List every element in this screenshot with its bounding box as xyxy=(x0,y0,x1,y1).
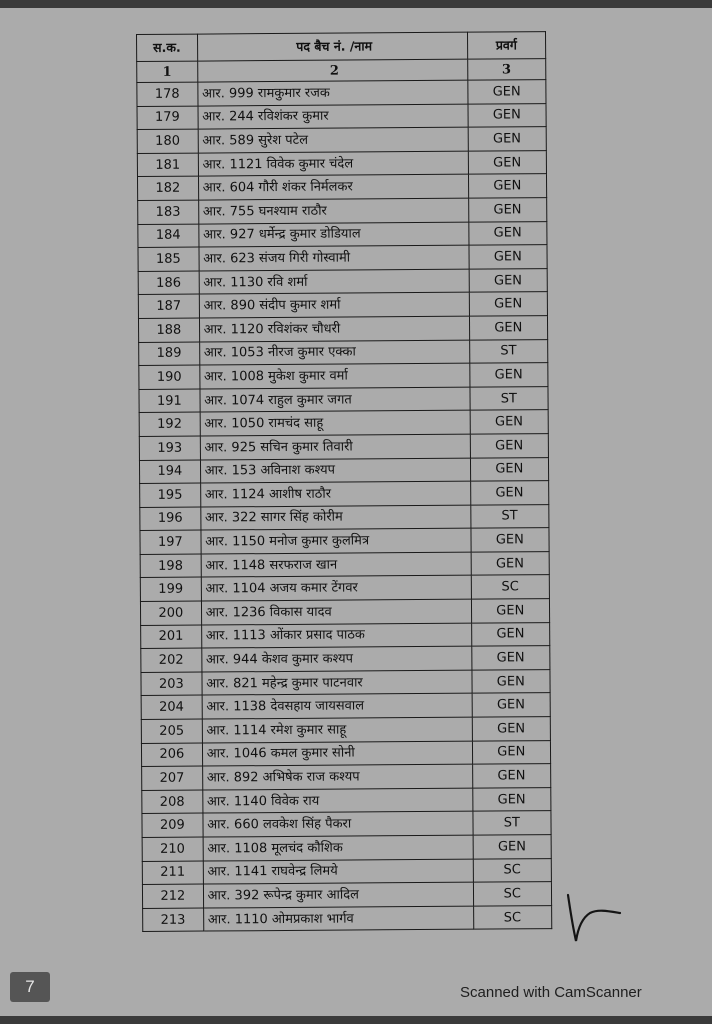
category-cell: GEN xyxy=(472,787,551,811)
serial-number-cell: 213 xyxy=(143,908,204,932)
serial-number-cell: 206 xyxy=(141,743,202,767)
column-number-1: 1 xyxy=(137,61,198,82)
batch-name-cell: आर. 999 रामकुमार रजक xyxy=(197,80,467,105)
serial-number-cell: 212 xyxy=(142,884,203,908)
category-cell: GEN xyxy=(471,622,550,646)
batch-name-cell: आर. 1138 देवसहाय जायसवाल xyxy=(202,694,472,719)
table-row xyxy=(142,835,551,861)
batch-name-cell: आर. 153 अविनाश कश्यप xyxy=(200,458,470,483)
table-row xyxy=(137,103,546,129)
batch-name-cell: आर. 1141 राघवेन्द्र लिमये xyxy=(203,859,473,884)
category-cell: GEN xyxy=(472,693,551,717)
batch-name-cell: आर. 1236 विकास यादव xyxy=(201,599,471,624)
batch-name-cell: आर. 1130 रवि शर्मा xyxy=(199,269,469,294)
batch-name-cell: आर. 1148 सरफराज खान xyxy=(201,552,471,577)
category-cell: GEN xyxy=(468,198,547,222)
category-cell: GEN xyxy=(467,80,546,104)
category-cell: ST xyxy=(472,811,551,835)
category-cell: GEN xyxy=(470,434,549,458)
table-body xyxy=(137,80,552,932)
serial-number-cell: 210 xyxy=(142,837,203,861)
table-row xyxy=(143,905,552,931)
batch-name-cell: आर. 1121 विवेक कुमार चंदेल xyxy=(198,151,468,176)
batch-name-cell: आर. 392 रूपेन्द्र कुमार आदिल xyxy=(203,882,473,907)
table-row xyxy=(142,787,551,813)
table-row xyxy=(137,150,546,176)
batch-name-cell: आर. 322 सागर सिंह कोरीम xyxy=(200,505,470,530)
batch-name-cell: आर. 1104 अजय कमार टेंगवर xyxy=(201,576,471,601)
serial-number-cell: 195 xyxy=(140,483,201,507)
batch-name-cell: आर. 1140 विवेक राय xyxy=(202,788,472,813)
column-number-2: 2 xyxy=(197,59,467,82)
serial-number-cell: 188 xyxy=(138,318,199,342)
batch-name-cell: आर. 660 लवकेश सिंह पैकरा xyxy=(203,812,473,837)
roster-table xyxy=(136,31,552,932)
serial-number-cell: 182 xyxy=(137,176,198,200)
serial-number-cell: 190 xyxy=(139,365,200,389)
category-cell: GEN xyxy=(470,410,549,434)
table-row xyxy=(141,693,550,719)
table-row xyxy=(138,268,547,294)
batch-name-cell: आर. 1074 राहुल कुमार जगत xyxy=(200,387,470,412)
serial-number-cell: 197 xyxy=(140,530,201,554)
category-cell: SC xyxy=(471,575,550,599)
table-row xyxy=(142,764,551,790)
serial-number-cell: 201 xyxy=(141,625,202,649)
table-row xyxy=(138,292,547,318)
serial-number-cell: 186 xyxy=(138,271,199,295)
table-row xyxy=(139,386,548,412)
table-header-row xyxy=(137,32,546,62)
serial-number-cell: 179 xyxy=(137,106,198,130)
table-row xyxy=(142,882,551,908)
serial-number-cell: 187 xyxy=(138,294,199,318)
serial-number-cell: 191 xyxy=(139,389,200,413)
table-row xyxy=(141,622,550,648)
category-cell: GEN xyxy=(471,669,550,693)
table-row xyxy=(138,198,547,224)
table-row xyxy=(141,717,550,743)
table-row xyxy=(139,434,548,460)
serial-number-cell: 192 xyxy=(139,412,200,436)
handwritten-signature xyxy=(560,883,630,953)
table-row xyxy=(137,80,546,106)
table-row xyxy=(140,552,549,578)
batch-name-cell: आर. 1008 मुकेश कुमार वर्मा xyxy=(199,363,469,388)
serial-number-cell: 209 xyxy=(142,813,203,837)
category-cell: GEN xyxy=(469,316,548,340)
serial-number-cell: 208 xyxy=(142,790,203,814)
serial-number-cell: 194 xyxy=(139,460,200,484)
category-cell: SC xyxy=(473,858,552,882)
category-cell: GEN xyxy=(472,764,551,788)
category-cell: GEN xyxy=(470,481,549,505)
table-row xyxy=(137,174,546,200)
batch-name-cell: आर. 927 धर्मेन्द्र कुमार डोडियाल xyxy=(198,222,468,247)
table-row xyxy=(140,528,549,554)
serial-number-cell: 199 xyxy=(140,578,201,602)
batch-name-cell: आर. 604 गौरी शंकर निर्मलकर xyxy=(198,175,468,200)
header-batch-name: पद बैच नं. /नाम xyxy=(197,32,467,61)
bottom-edge-bar xyxy=(0,1016,712,1024)
batch-name-cell: आर. 821 महेन्द्र कुमार पाटनवार xyxy=(202,670,472,695)
batch-name-cell: आर. 1050 रामचंद साहू xyxy=(200,410,470,435)
table-row xyxy=(138,245,547,271)
table-row xyxy=(138,221,547,247)
batch-name-cell: आर. 1124 आशीष राठौर xyxy=(200,481,470,506)
top-edge-bar xyxy=(0,0,712,8)
table-row xyxy=(137,127,546,153)
serial-number-cell: 205 xyxy=(141,719,202,743)
category-cell: SC xyxy=(473,882,552,906)
batch-name-cell: आर. 1108 मूलचंद कौशिक xyxy=(203,835,473,860)
scanned-page xyxy=(0,8,712,1016)
category-cell: GEN xyxy=(469,268,548,292)
category-cell: GEN xyxy=(469,245,548,269)
category-cell: GEN xyxy=(470,528,549,552)
header-category: प्रवर्ग xyxy=(467,32,546,60)
batch-name-cell: आर. 755 घनश्याम राठौर xyxy=(198,198,468,223)
batch-name-cell: आर. 892 अभिषेक राज कश्यप xyxy=(202,764,472,789)
batch-name-cell: आर. 1114 रमेश कुमार साहू xyxy=(202,717,472,742)
category-cell: GEN xyxy=(470,457,549,481)
table-row xyxy=(139,363,548,389)
serial-number-cell: 211 xyxy=(142,861,203,885)
serial-number-cell: 181 xyxy=(137,153,198,177)
serial-number-cell: 203 xyxy=(141,672,202,696)
category-cell: GEN xyxy=(472,717,551,741)
batch-name-cell: आर. 1110 ओमप्रकाश भार्गव xyxy=(203,906,473,931)
batch-name-cell: आर. 1046 कमल कुमार सोनी xyxy=(202,741,472,766)
batch-name-cell: आर. 925 सचिन कुमार तिवारी xyxy=(200,434,470,459)
category-cell: GEN xyxy=(471,552,550,576)
batch-name-cell: आर. 890 संदीप कुमार शर्मा xyxy=(199,293,469,318)
batch-name-cell: आर. 1120 रविशंकर चौधरी xyxy=(199,316,469,341)
category-cell: GEN xyxy=(472,740,551,764)
category-cell: GEN xyxy=(469,292,548,316)
serial-number-cell: 178 xyxy=(137,82,198,106)
serial-number-cell: 204 xyxy=(141,695,202,719)
table-row xyxy=(139,457,548,483)
page-number-badge: 7 xyxy=(10,972,50,1002)
category-cell: GEN xyxy=(471,599,550,623)
batch-name-cell: आर. 1150 मनोज कुमार कुलमित्र xyxy=(201,528,471,553)
column-number-row xyxy=(137,59,546,83)
column-number-3: 3 xyxy=(467,59,546,81)
serial-number-cell: 202 xyxy=(141,648,202,672)
table-row xyxy=(141,740,550,766)
category-cell: GEN xyxy=(468,221,547,245)
table-row xyxy=(140,481,549,507)
table-row xyxy=(142,811,551,837)
table-row xyxy=(139,410,548,436)
table-row xyxy=(138,316,547,342)
category-cell: GEN xyxy=(473,835,552,859)
batch-name-cell: आर. 1113 ओंकार प्रसाद पाठक xyxy=(201,623,471,648)
serial-number-cell: 200 xyxy=(140,601,201,625)
category-cell: ST xyxy=(470,504,549,528)
category-cell: GEN xyxy=(468,174,547,198)
serial-number-cell: 189 xyxy=(139,342,200,366)
table-row xyxy=(142,858,551,884)
serial-number-cell: 193 xyxy=(139,436,200,460)
camscanner-watermark: Scanned with CamScanner xyxy=(460,984,642,1001)
batch-name-cell: आर. 244 रविशंकर कुमार xyxy=(198,104,468,129)
category-cell: ST xyxy=(470,386,549,410)
serial-number-cell: 196 xyxy=(140,507,201,531)
batch-name-cell: आर. 944 केशव कुमार कश्यप xyxy=(201,646,471,671)
category-cell: GEN xyxy=(468,127,547,151)
table-row xyxy=(140,599,549,625)
table-row xyxy=(140,504,549,530)
table-row xyxy=(140,575,549,601)
category-cell: GEN xyxy=(471,646,550,670)
serial-number-cell: 207 xyxy=(142,766,203,790)
batch-name-cell: आर. 1053 नीरज कुमार एक्का xyxy=(199,340,469,365)
serial-number-cell: 185 xyxy=(138,247,199,271)
category-cell: GEN xyxy=(469,363,548,387)
serial-number-cell: 183 xyxy=(138,200,199,224)
table-row xyxy=(141,669,550,695)
category-cell: GEN xyxy=(468,150,547,174)
serial-number-cell: 184 xyxy=(138,224,199,248)
table-row xyxy=(141,646,550,672)
table-row xyxy=(139,339,548,365)
serial-number-cell: 180 xyxy=(137,129,198,153)
header-serial: स.क. xyxy=(137,34,198,61)
batch-name-cell: आर. 623 संजय गिरी गोस्वामी xyxy=(199,245,469,270)
category-cell: SC xyxy=(473,905,552,929)
category-cell: GEN xyxy=(468,103,547,127)
category-cell: ST xyxy=(469,339,548,363)
batch-name-cell: आर. 589 सुरेश पटेल xyxy=(198,127,468,152)
serial-number-cell: 198 xyxy=(140,554,201,578)
